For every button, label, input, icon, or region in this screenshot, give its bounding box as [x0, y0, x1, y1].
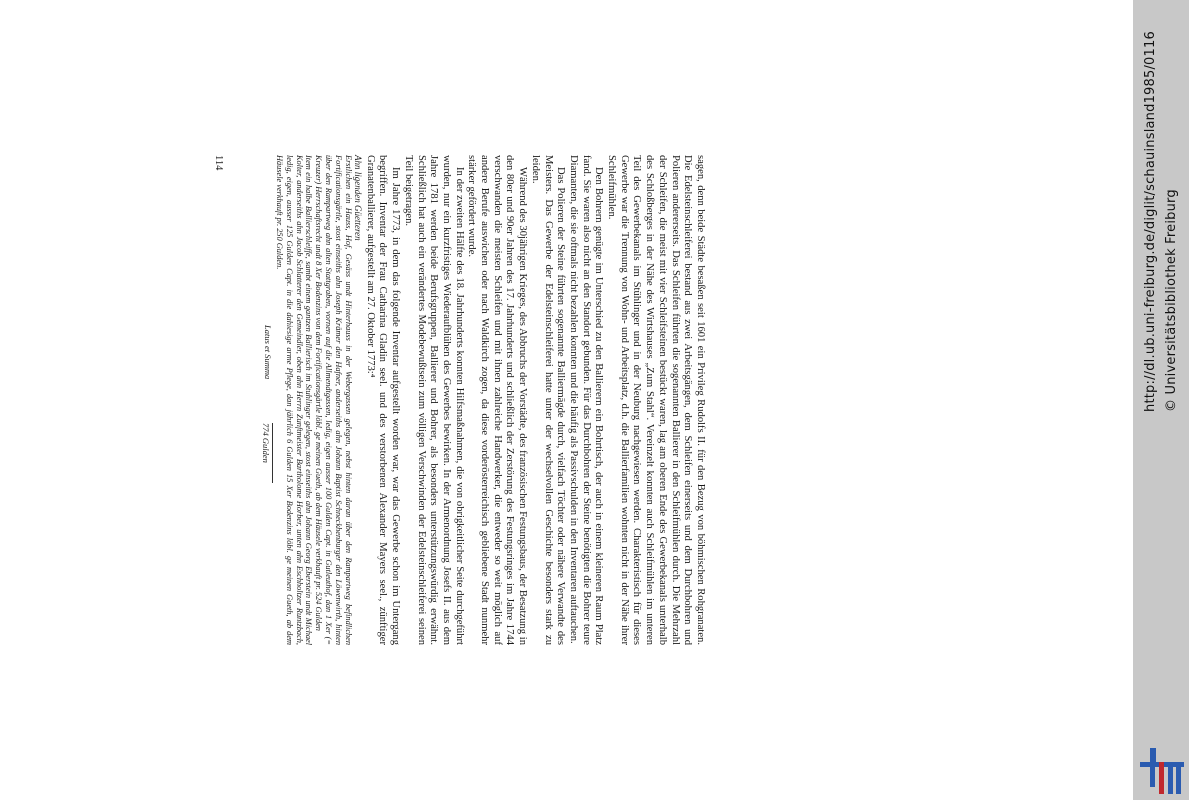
logo-bar	[1150, 748, 1156, 762]
summa-label: Latus et Summa	[263, 325, 274, 380]
paragraph: Den Bohrern genügte im Unterschied zu den Ballierern ein Bohrtisch, der auch in einem kleineren Raum Platz fand. Sie waren also nicht an den Standort gebunden. Für das Durchbohren der Steine benötigten die Bohrer teure Diamanten, die sie oftmals nicht bezahlen konnten und die häufig als Passivschulden in den Inventaren auftauchen.	[567, 155, 605, 645]
inventory-item: Erstlichen ein Hauss, Hof, Gesäss undt Hinterhauss in der Webergassen gelegen, nebst hinten daran über den Rampartweg befindlichen Fortificationsgärtle, stost einseiths ahn Joseph Krämer den Hafner, anderseiths ahn Johann Baptist Schneckhenburger den Löwenwirth, hinten über den Rampartweg ahn alten Stattgraben, vornen auf die Allmendtgassen, ledig, eigen ausser 100 Gulden Capt. in Gutleuthof, dan 1 Xer (= Kreuzer) Herrschaftsrecht undt 8 Xer Bodenzins von dem Fortificationsgärtle löbl. ge meinen Gueth, ab dem Häusele verkhauft pr. 524 Gulden	[314, 155, 353, 645]
ub-freiburg-logo-icon[interactable]	[1140, 748, 1184, 794]
paragraph: In der zweiten Hälfte des 18. Jahrhunderts konnten Hilfsmaßnahmen, die von obrigkeitlicher Seite durchgeführt wurden, nur ein kurzfristiges Wiederaufblühen des Gewerbes bewirken. In der Armenordnung Josefs II. aus dem Jahre 1781 werden beide Berufsgruppen, Ballierer und Bohrer, als besonders unterstützungswürdig erwähnt. Schließlich hat auch ein verändertes Modebewußtsein zum völligen Verschwinden der Edelsteinschleiferei seinen Teil beigetragen.	[402, 155, 465, 645]
paragraph: Das Polieren der Steine führten sogenannte Balliermägde durch, vielfach Töchter oder nähere Verwandte des Meisters. Das Gewerbe der Edelsteinschleiferei hatte unter der wechselvollen Geschichte besonders stark zu leiden.	[529, 155, 567, 645]
source-url[interactable]: http://dl.ub.uni-freiburg.de/diglit/schauinsland1985/0116	[1143, 31, 1158, 412]
viewer-sidebar	[1133, 0, 1189, 800]
logo-bar	[1150, 767, 1155, 787]
inventory-item: Item ein halbe Ballierschleiffe, sambt einem gantzen Ballierisch im Stuhlinger gelegen, stost einseiths ahn Johann Georg Eberstein undt Michael Kolter, anderseiths ahn Jacob Schlatterer den Gemeindler, oben ahn Herrn Zunftmeister Bartholome Horber, unten ahn Eschholtzer Runtzbach, ledig, eigen, ausser 125 Gulden Capt. in die dahiesige arme Pflege, dan jährlich 6 Gulden 15 Xer Bodenzins löbl. ge meinen Gueth, ab dem Häusele verkhauft pr. 250 Gulden.	[274, 155, 314, 645]
summa-value: 774 Gulden	[261, 423, 273, 483]
document-page	[196, 155, 706, 645]
logo-bar	[1159, 762, 1164, 794]
copyright-notice: © Universitätsbibliothek Freiburg	[1164, 189, 1179, 412]
paragraph: Während des 30jährigen Krieges, des Abbruchs der Vorstädte, des französischen Festungsbaus, der Besatzung in den 80er und 90er Jahren des 17. Jahrhunderts und schließlich der Zerstörung des Festungsringes im Jahre 1744 verschwanden die meisten Schleifen und mit ihnen zahlreiche Handwerker, die entweder so weit möglich auf andere Berufe auswichen oder nach Waldkirch zogen, da diese vorderösterreichisch gebliebene Stadt nunmehr stärker gefördert wurde.	[466, 155, 529, 645]
logo-bar	[1176, 767, 1181, 794]
paragraph: sagen, denn beide Städte besaßen seit 1601 ein Privileg Rudolfs II. für den Bezug von böhmischen Rohgranaten. Die Edelsteinschleiferei bestand aus zwei Arbeitsgängen, dem Schleifen einerseits und dem Durchbohren und Polieren andererseits. Das Schleifen führten die sogenannten Ballierer in den Schleifmühlen durch. Die Mehrzahl der Schleifen, die meist mit vier Schleifsteinen bestückt waren, lag am oberen Ende des Gewerbekanals unterhalb des Schloßberges in der Nähe des Wirtshauses „Zum Stahl“. Vereinzelt konnten auch Schleifmühlen im unteren Teil des Gewerbekanals im Stühlinger und in der Neuburg nachgewiesen werden. Charakteristisch für dieses Gewerbe war die Trennung von Wohn- und Arbeitsplatz, d.h. die Ballierfamilien wohnten nicht in der Nähe ihrer Schleifmühlen.	[606, 155, 706, 645]
paragraph: Im Jahre 1773, in dem das folgende Inventar aufgestellt worden war, war das Gewerbe schon im Untergang begriffen. Inventar der Frau Catharina Gladin seel. und des verstorbenen Alexander Mayers seel., zünftiger Granatenballierer, aufgestellt am 27. Oktober 1773:⁴	[364, 155, 402, 645]
inventory-heading: Ahn ligenden Güetteren	[353, 155, 364, 241]
page-number: 114	[213, 155, 224, 171]
summa-row	[262, 155, 274, 645]
logo-bar	[1168, 767, 1173, 794]
